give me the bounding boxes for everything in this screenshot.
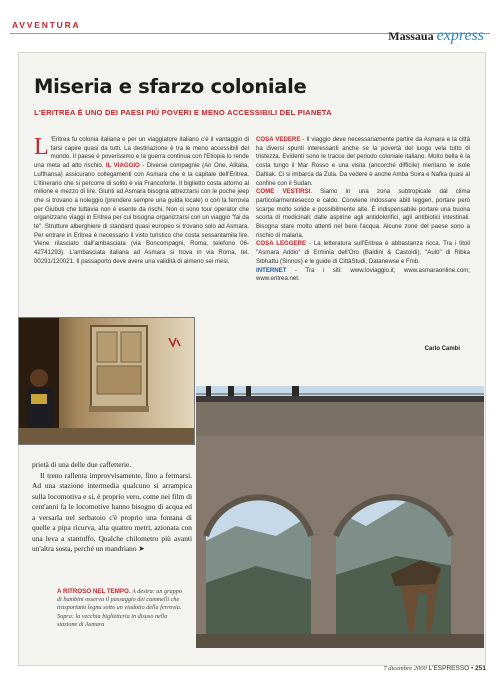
publication-name: L'ESPRESSO — [428, 665, 470, 672]
info-column-left — [34, 136, 249, 267]
info-column-right — [256, 136, 470, 284]
ticket-office-illustration — [19, 318, 194, 444]
leggere-paragraph — [256, 240, 470, 266]
body-paragraph-1: prietà di una delle due caffetterie. — [32, 460, 132, 469]
drop-cap: L — [34, 134, 49, 160]
leggere-label: COSA LEGGERE — [256, 240, 307, 248]
caption-title: A RITROSO NEL TEMPO. — [57, 588, 131, 595]
viaggio-text: - Diverse compagnie (Air One, Alitalia, Lufthansa) assicurano collegamenti con Asmara che è la capitale dell'Eritrea. L'itinerario che si percorre di solito è via Francoforte. Il biglietto costa attorno al milione e mezzo di lire. Giunti ad Asmara bisogna attrezzarsi con le poche jeep che si trovano a noleggio (prendere sempre una guida locale) o con la ferrovia per Giubuti che tuttavia non è esente da rischi. Non ci sono tour operator che organizzano viaggi in Eritrea per cui bisogna organizzarsi con un viaggio "fai da te". Strutture alberghiere di standard quasi europeo si trovano solo ad Asmara. Per entrare in Eritrea è necessario il visto turistico che costa sessantamila lire. Viene rilasciato dall'ambasciata (via Boncompagni, Roma, telefono 06-42741293). L'ambasciata italiana ad Asmara si trova in via Roma, tel. 00291/120021. Il passaporto deve avere una validità di almeno sei mesi. — [34, 162, 249, 265]
intro-paragraph — [34, 136, 249, 267]
masthead-brand: express — [436, 27, 484, 44]
vestirsi-paragraph — [256, 188, 470, 240]
vestirsi-label: COME VESTIRSI — [256, 188, 311, 196]
vedere-label: COSA VEDERE — [256, 136, 301, 143]
page-footer — [383, 665, 486, 672]
body-paragraph-2: Il treno rallenta improvvisamente, fino a fermarsi. Ad una stazione intermedia qualcuno si arrampica sulla locomotiva e si, è proprio vero, come nei film di cent'anni fa le locomotive hanno bisogno di acqua ed a versarla nel serbatoio c'è proprio una fontana di quelle a pipa ricurva, alta quattro metri, azionata con una leva a stantuffo. Qualche chilometro più avanti un'altra sosta, perché un mandriano ➤ — [32, 470, 192, 553]
article-subtitle: L'ERITREA È UNO DEI PAESI PIÙ POVERI E MENO ACCESSIBILI DEL PIANETA — [34, 108, 332, 117]
internet-paragraph — [256, 267, 470, 284]
internet-label: INTERNET — [256, 266, 287, 274]
body-column — [32, 460, 192, 555]
intro-text: 'Eritrea fu colonia italiana e per un viaggiatore italiano c'è il vantaggio di farsi capire quasi da tutti. La destinazione è tra le meno accessibili del mondo. Il paese è poverissimo e la guerra continua con l'Etiopia lo rende una meta ad alto rischio. — [34, 136, 249, 170]
section-label: AVVENTURA — [12, 20, 81, 30]
masthead-place: Massaua — [388, 29, 434, 43]
author-credit: Carlo Cambi — [424, 346, 460, 352]
issue-date: 7 dicembre 2000 — [383, 665, 427, 672]
footer-separator: • — [471, 665, 474, 672]
ticket-office-photo — [18, 317, 195, 445]
vedere-text: - Il viaggio deve necessariamente partire da Asmara e la città ha diversi spunti interessanti anche se la povertà del luogo vela tutto di tristezza. Evidenti sono le tracce del periodo coloniale italiano. Molto bella è la costa lungo il Mar Rosso e una visita (ancorché difficile) meritano le isole Dahlak. Ci si imbarca da Zula. Da vedere è anche Amba Soira e Nafka quasi al confine con il Sudan. — [256, 136, 470, 187]
caption-text: A destra: un gruppo di bambini osserva il passaggio dei cammelli che trasportano legna sotto un viadotto della ferrovia. Sopra: la vecchia biglietteria in disuso nella stazione di Asmara — [57, 588, 182, 628]
vestirsi-text: . Siamo in una zona subtropicale dal clima particolarmentesecco e caldo. Conviene indossare abiti leggeri, portare però scarpe molto solide e possibilmente alte. È indispensabile portare una buona scorta di medicinali: dalle aspirine agli antidolorifici, agli antibiotici intestinali. Bisogna stare molto attenti nel bere l'acqua. Alcune zone del paese sono a rischio di malaria. — [256, 188, 470, 239]
vedere-paragraph — [256, 136, 470, 188]
article-title: Miseria e sfarzo coloniale — [34, 75, 307, 98]
viaduct-photo — [196, 386, 484, 648]
masthead — [388, 27, 484, 45]
leggere-text: - La letteratura sull'Eritrea è abbastanza ricca. Tra i titoli "Asmara Addio" di Erminia dell'Oro (Baldini & Castoldi), "Aulò" di Ribka Sibhattu (Sinnos) e le guide di CittàStudi, Datanewse e Fmb. — [256, 240, 470, 265]
internet-text: - Tra i siti: www.loviaggio.it; www.asmaraonline.com; www.eritrea.net. — [256, 266, 470, 283]
viaggio-label: IL VIAGGIO — [105, 162, 140, 170]
page-number: 251 — [475, 665, 486, 672]
viaduct-illustration — [196, 386, 484, 648]
photo-caption — [57, 588, 187, 629]
